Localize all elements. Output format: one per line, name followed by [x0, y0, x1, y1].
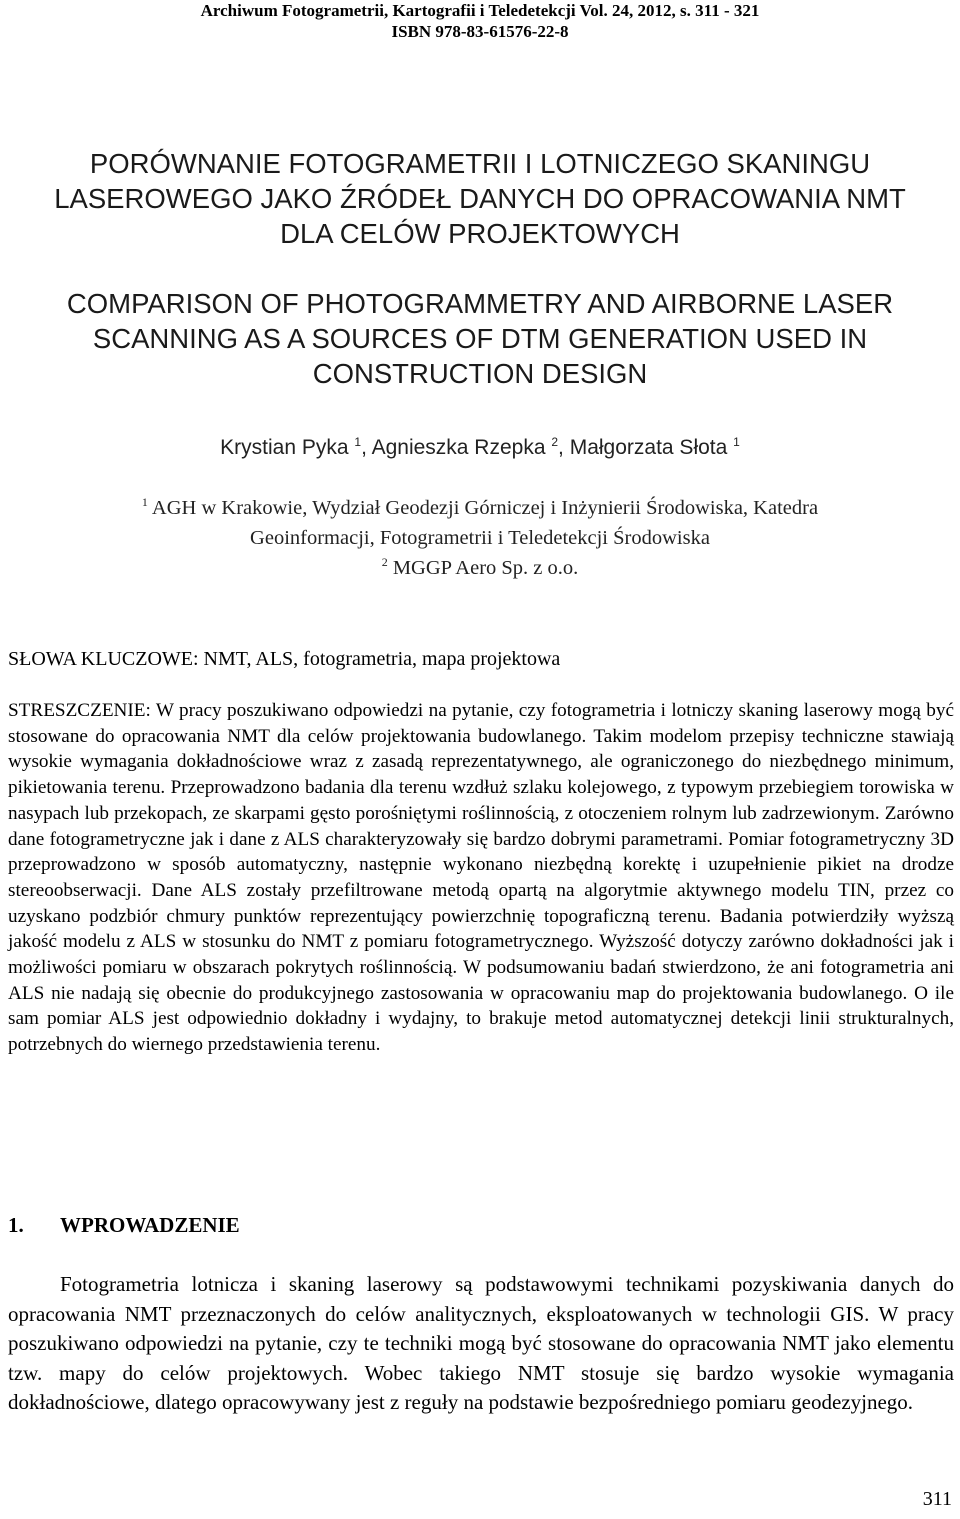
author-separator: ,	[558, 436, 570, 459]
affiliation-1-line-1	[0, 493, 960, 523]
title-english-line-3: CONSTRUCTION DESIGN	[312, 358, 648, 389]
author-affiliation-marker: 2	[551, 435, 559, 449]
title-english-line-1: COMPARISON OF PHOTOGRAMMETRY AND AIRBORNE LASER	[66, 288, 894, 319]
affiliation-1-text: AGH w Krakowie, Wydział Geodezji Górniczej i Inżynierii Środowiska, Katedra	[151, 497, 819, 519]
journal-citation: Archiwum Fotogrametrii, Kartografii i Teledetekcji Vol. 24, 2012, s. 311 - 321	[200, 1, 760, 20]
author-affiliation-marker: 1	[733, 435, 740, 449]
title-english-line-2: SCANNING AS A SOURCES OF DTM GENERATION USED IN	[92, 323, 868, 354]
affiliation-marker: 1	[141, 495, 148, 509]
author-list	[0, 433, 960, 463]
section-heading	[8, 1210, 908, 1240]
page-number: 311	[922, 1488, 952, 1510]
affiliation-2	[0, 553, 960, 583]
abstract: STRESZCZENIE: W pracy poszukiwano odpowiedzi na pytanie, czy fotogrametria i lotniczy skaning laserowy mogą być stosowane do opracowania NMT dla celów projektowania budowlanego. Takim modelom przepisy techniczne stawiają wysokie wymagania dokładnościowe wraz z zasadą reprezentatywnego, ale ograniczonego do niezbędnego minimum, pikietowania terenu. Przeprowadzono badania dla terenu wzdłuż szlaku kolejowego, z typowym przebiegiem torowiska w nasypach lub przekopach, ze skarpami gęsto porośniętymi roślinnością, z otoczeniem rolnym lub zadrzewionym. Zarówno dane fotogrametryczne jak i dane z ALS charakteryzowały się bardzo dobrymi parametrami. Pomiar fotogrametryczny 3D przeprowadzono w sposób automatyczny, następnie wykonano niezbędną korektę i uzupełnienie pikiet na drodze stereoobserwacji. Dane ALS zostały przefiltrowane metodą opartą na algorytmie aktywnego modelu TIN, przez co uzyskano podzbiór chmury punktów reprezentujący powierzchnię topograficzną terenu. Badania potwierdziły wyższą jakość modelu z ALS w stosunku do NMT z pomiaru fotogrametrycznego. Wyższość dotyczy zarówno dokładności jak i możliwości pomiaru w obszarach pokrytych roślinnością. W podsumowaniu badań stwierdzono, że ani fotogrametria ani ALS nie nadają się obecnie do produkcyjnego zastosowania w opracowaniu map do projektowania budowlanego. O ile sam pomiar ALS jest odpowiednio dokładny i wydajny, to brakuje metod automatycznej detekcji linii strukturalnych, potrzebnych do wiernego przedstawienia terenu.	[8, 700, 954, 1056]
title-polish	[0, 146, 960, 251]
author-affiliation-marker: 1	[354, 435, 362, 449]
author-separator: ,	[361, 436, 372, 459]
affiliation-2-text: MGGP Aero Sp. z o.o.	[392, 557, 579, 579]
title-polish-line-1: PORÓWNANIE FOTOGRAMETRII I LOTNICZEGO SKANINGU	[89, 148, 871, 179]
keywords: SŁOWA KLUCZOWE: NMT, ALS, fotogrametria, mapa projektowa	[8, 648, 561, 670]
title-english	[0, 286, 960, 391]
body-paragraph: Fotogrametria lotnicza i skaning laserowy są podstawowymi technikami pozyskiwania danych do opracowania NMT przeznaczonych do celów analitycznych, eksploatowanych w technologii GIS. W pracy poszukiwano odpowiedzi na pytanie, czy te techniki mogą być stosowane do opracowania NMT jako elementu tzw. mapy do celów projektowych. Wobec takiego NMT stosuje się bardzo wysokie wymagania dokładnościowe, dlatego opracowywany jest z reguły na podstawie bezpośredniego pomiaru geodezyjnego.	[8, 1272, 954, 1414]
author-name: Małgorzata Słota	[569, 436, 728, 459]
author-name: Krystian Pyka	[220, 436, 349, 459]
section-number: 1.	[8, 1213, 24, 1237]
author-name: Agnieszka Rzepka	[371, 436, 546, 459]
section-title: WPROWADZENIE	[60, 1213, 240, 1237]
title-polish-line-2: LASEROWEGO JAKO ŹRÓDEŁ DANYCH DO OPRACOWANIA NMT	[54, 183, 906, 214]
affiliations	[0, 493, 960, 583]
title-polish-line-3: DLA CELÓW PROJEKTOWYCH	[280, 218, 680, 249]
isbn: ISBN 978-83-61576-22-8	[391, 22, 569, 41]
affiliation-marker: 2	[381, 555, 388, 569]
affiliation-1-line-2: Geoinformacji, Fotogrametrii i Teledetekcji Środowiska	[250, 527, 710, 549]
journal-header	[0, 0, 960, 42]
